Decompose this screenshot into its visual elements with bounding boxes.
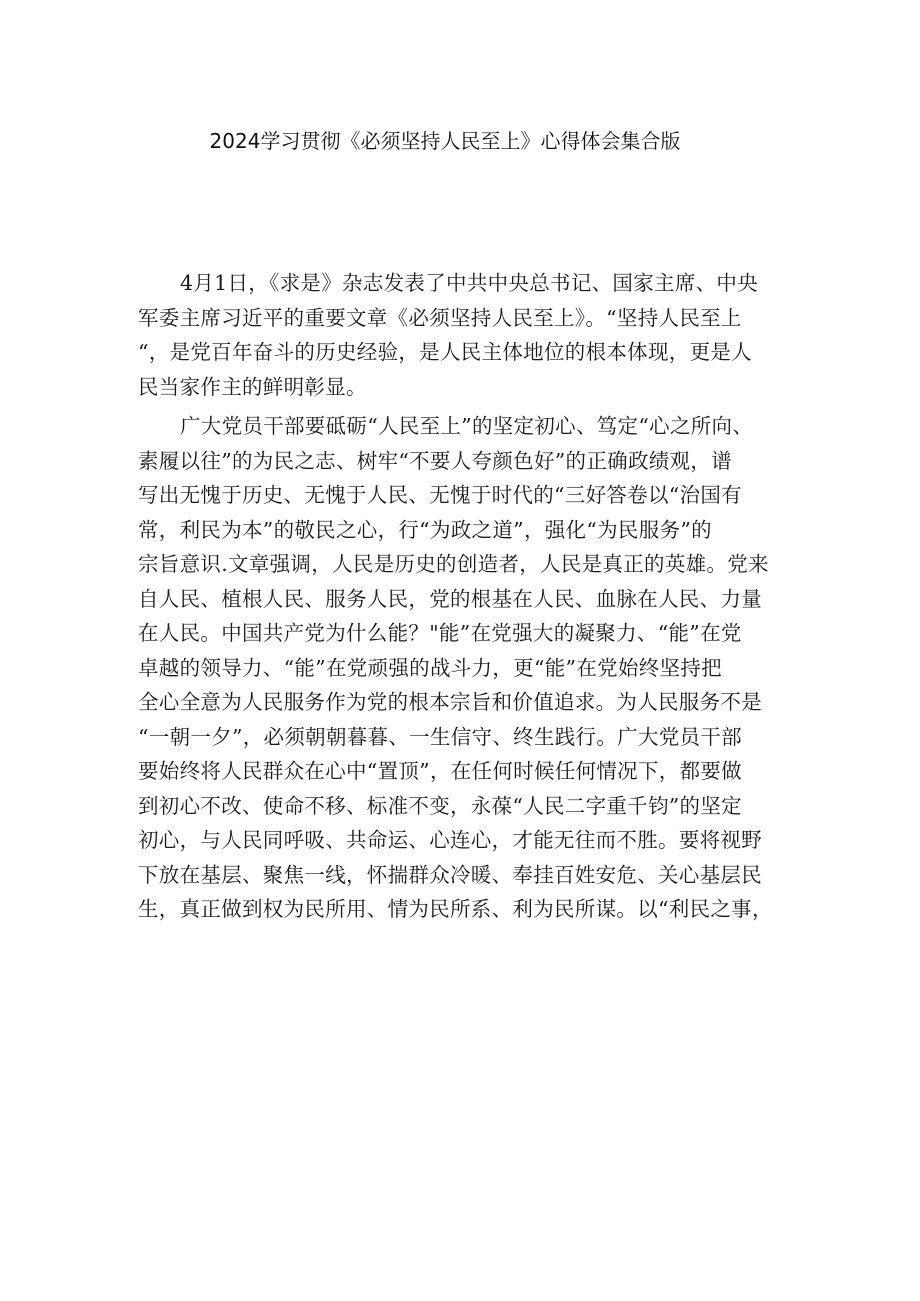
document-body <box>138 266 798 927</box>
text-line: 军委主席习近平的重要文章《必须坚持人民至上》。“坚持人民至上 <box>138 305 742 330</box>
paragraph-2 <box>138 409 798 927</box>
text-line: 下放在基层、聚焦一线，怀揣群众冷暖、奉挂百姓安危、关心基层民 <box>138 862 762 887</box>
document-title: 2024学习贯彻《必须坚持人民至上》心得体会集合版 <box>209 129 681 153</box>
text-line: “，是党百年奋斗的历史经验，是人民主体地位的根本体现，更是人 <box>138 340 752 364</box>
text-line: 广大党员干部要砥砺“人民至上”的坚定初心、笃定“心之所向、 <box>180 414 754 438</box>
text-line: 要始终将人民群众在心中“置顶”，在任何时候任何情况下，都要做 <box>138 759 742 783</box>
text-line: 初心，与人民同呼吸、共命运、心连心，才能无往而不胜。要将视野 <box>138 828 762 852</box>
text-line: 全心全意为人民服务作为党的根本宗旨和价值追求。为人民服务不是 <box>138 690 762 714</box>
text-line: 素履以往”的为民之志、树牢“不要人夸颜色好”的正确政绩观，谱 <box>138 448 732 473</box>
text-line: 到初心不改、使命不移、标准不变，永葆“人民二字重千钧”的坚定 <box>138 793 742 818</box>
text-line: 卓越的领导力、“能”在党顽强的战斗力，更“能”在党始终坚持把 <box>138 655 722 680</box>
text-line: 常，利民为本”的敬民之心，行“为政之道”，强化“为民服务”的 <box>138 517 712 542</box>
text-line: 生，真正做到权为民所用、情为民所系、利为民所谋。以“利民之事， <box>138 897 773 921</box>
text-line: 民当家作主的鲜明彰显。 <box>138 374 367 399</box>
text-line: 写出无愧于历史、无愧于人民、无愧于时代的“三好答卷以“治国有 <box>138 483 742 507</box>
text-line: 4月1日，《求是》杂志发表了中共中央总书记、国家主席、中央 <box>180 271 759 295</box>
text-line: “一朝一夕”，必须朝朝暮暮、一生信守、终生践行。广大党员干部 <box>138 724 742 749</box>
paragraph-1 <box>138 266 798 404</box>
text-line: 宗旨意识.文章强调，人民是历史的创造者，人民是真正的英雄。党来 <box>138 552 769 576</box>
text-line: 自人民、植根人民、服务人民，党的根基在人民、血脉在人民、力量 <box>138 586 762 611</box>
text-line: 在人民。中国共产党为什么能？"能”在党强大的凝聚力、“能”在党 <box>138 621 742 645</box>
